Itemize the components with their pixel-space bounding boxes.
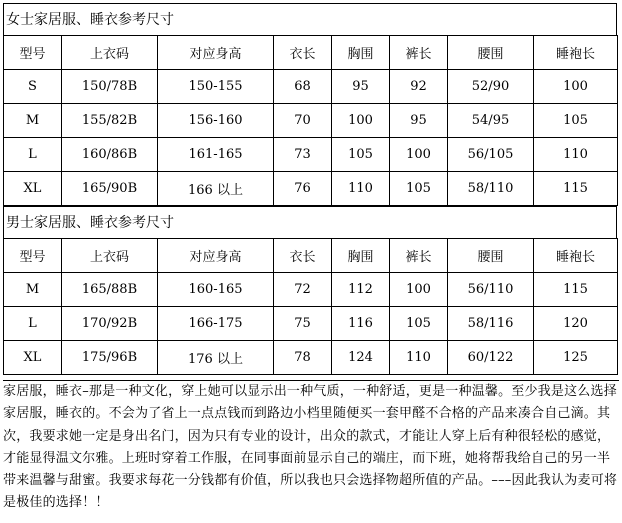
table-cell: 100 xyxy=(332,104,390,138)
table-cell: 105 xyxy=(534,104,618,138)
table-cell: 112 xyxy=(332,273,390,307)
table-cell: 155/82B xyxy=(62,104,158,138)
table-row xyxy=(4,138,618,172)
women-size-title: 女士家居服、睡衣参考尺寸 xyxy=(3,3,617,35)
table-cell: 60/122 xyxy=(448,341,534,375)
table-cell: 166 以上 xyxy=(158,172,274,206)
table-cell: 54/95 xyxy=(448,104,534,138)
women-size-table xyxy=(3,35,618,206)
table-cell: 105 xyxy=(390,172,448,206)
table-cell: L xyxy=(4,307,62,341)
table-cell: 110 xyxy=(390,341,448,375)
table-cell: 52/90 xyxy=(448,70,534,104)
column-header: 型号 xyxy=(4,36,62,70)
size-chart-sheet xyxy=(3,3,617,375)
table-cell: 75 xyxy=(274,307,332,341)
table-cell: 110 xyxy=(332,172,390,206)
table-cell: 92 xyxy=(390,70,448,104)
table-cell: 95 xyxy=(332,70,390,104)
table-cell: 150-155 xyxy=(158,70,274,104)
table-cell: 73 xyxy=(274,138,332,172)
table-cell: 78 xyxy=(274,341,332,375)
table-cell: 76 xyxy=(274,172,332,206)
column-header: 睡袍长 xyxy=(534,239,618,273)
men-header-row xyxy=(4,239,618,273)
table-cell: 124 xyxy=(332,341,390,375)
table-cell: 166-175 xyxy=(158,307,274,341)
table-cell: 176 以上 xyxy=(158,341,274,375)
table-cell: 160/86B xyxy=(62,138,158,172)
table-cell: L xyxy=(4,138,62,172)
women-header-row xyxy=(4,36,618,70)
column-header: 胸围 xyxy=(332,36,390,70)
table-cell: 115 xyxy=(534,172,618,206)
column-header: 衣长 xyxy=(274,239,332,273)
table-row xyxy=(4,172,618,206)
column-header: 胸围 xyxy=(332,239,390,273)
column-header: 衣长 xyxy=(274,36,332,70)
table-cell: 100 xyxy=(534,70,618,104)
men-size-table xyxy=(3,238,618,375)
column-header: 上衣码 xyxy=(62,239,158,273)
description-paragraph: 家居服，睡衣–那是一种文化，穿上她可以显示出一种气质，一种舒适，更是一种温馨。至少我是这么选择家居服，睡衣的。不会为了省上一点点钱而到路边小档里随便买一套甲醛不合格的产品来凑合自己滴。其次，我要求她一定是身出名门，因为只有专业的设计，出众的款式，才能让人穿上后有种很轻松的感觉，才能显得温文尔雅。上班时穿着工作服，在同事面前显示自己的端庄，而下班，她将帮我给自己的另一半带来温馨与甜蜜。我要求每花一分钱都有价值，所以我也只会选择物超所值的产品。–––因此我认为麦可将是极佳的选择！！ xyxy=(3,380,619,515)
table-cell: 120 xyxy=(534,307,618,341)
table-cell: 150/78B xyxy=(62,70,158,104)
table-row xyxy=(4,307,618,341)
table-cell: 161-165 xyxy=(158,138,274,172)
table-cell: 165/88B xyxy=(62,273,158,307)
table-cell: 58/116 xyxy=(448,307,534,341)
column-header: 腰围 xyxy=(448,239,534,273)
table-cell: 105 xyxy=(390,307,448,341)
column-header: 睡袍长 xyxy=(534,36,618,70)
table-cell: 56/105 xyxy=(448,138,534,172)
table-cell: 58/110 xyxy=(448,172,534,206)
column-header: 腰围 xyxy=(448,36,534,70)
table-cell: 68 xyxy=(274,70,332,104)
column-header: 裤长 xyxy=(390,239,448,273)
table-cell: 170/92B xyxy=(62,307,158,341)
column-header: 裤长 xyxy=(390,36,448,70)
table-row xyxy=(4,70,618,104)
table-cell: 70 xyxy=(274,104,332,138)
table-cell: 110 xyxy=(534,138,618,172)
table-cell: 56/110 xyxy=(448,273,534,307)
table-row xyxy=(4,104,618,138)
table-cell: XL xyxy=(4,172,62,206)
table-cell: 116 xyxy=(332,307,390,341)
table-cell: 160-165 xyxy=(158,273,274,307)
table-cell: S xyxy=(4,70,62,104)
column-header: 型号 xyxy=(4,239,62,273)
table-cell: 165/90B xyxy=(62,172,158,206)
table-row xyxy=(4,341,618,375)
table-cell: M xyxy=(4,104,62,138)
table-cell: 105 xyxy=(332,138,390,172)
table-cell: M xyxy=(4,273,62,307)
column-header: 对应身高 xyxy=(158,36,274,70)
table-cell: 95 xyxy=(390,104,448,138)
column-header: 对应身高 xyxy=(158,239,274,273)
table-cell: XL xyxy=(4,341,62,375)
table-cell: 115 xyxy=(534,273,618,307)
table-cell: 72 xyxy=(274,273,332,307)
table-cell: 100 xyxy=(390,273,448,307)
table-cell: 125 xyxy=(534,341,618,375)
table-cell: 156-160 xyxy=(158,104,274,138)
table-row xyxy=(4,273,618,307)
men-size-title: 男士家居服、睡衣参考尺寸 xyxy=(3,206,617,238)
table-cell: 100 xyxy=(390,138,448,172)
table-cell: 175/96B xyxy=(62,341,158,375)
column-header: 上衣码 xyxy=(62,36,158,70)
